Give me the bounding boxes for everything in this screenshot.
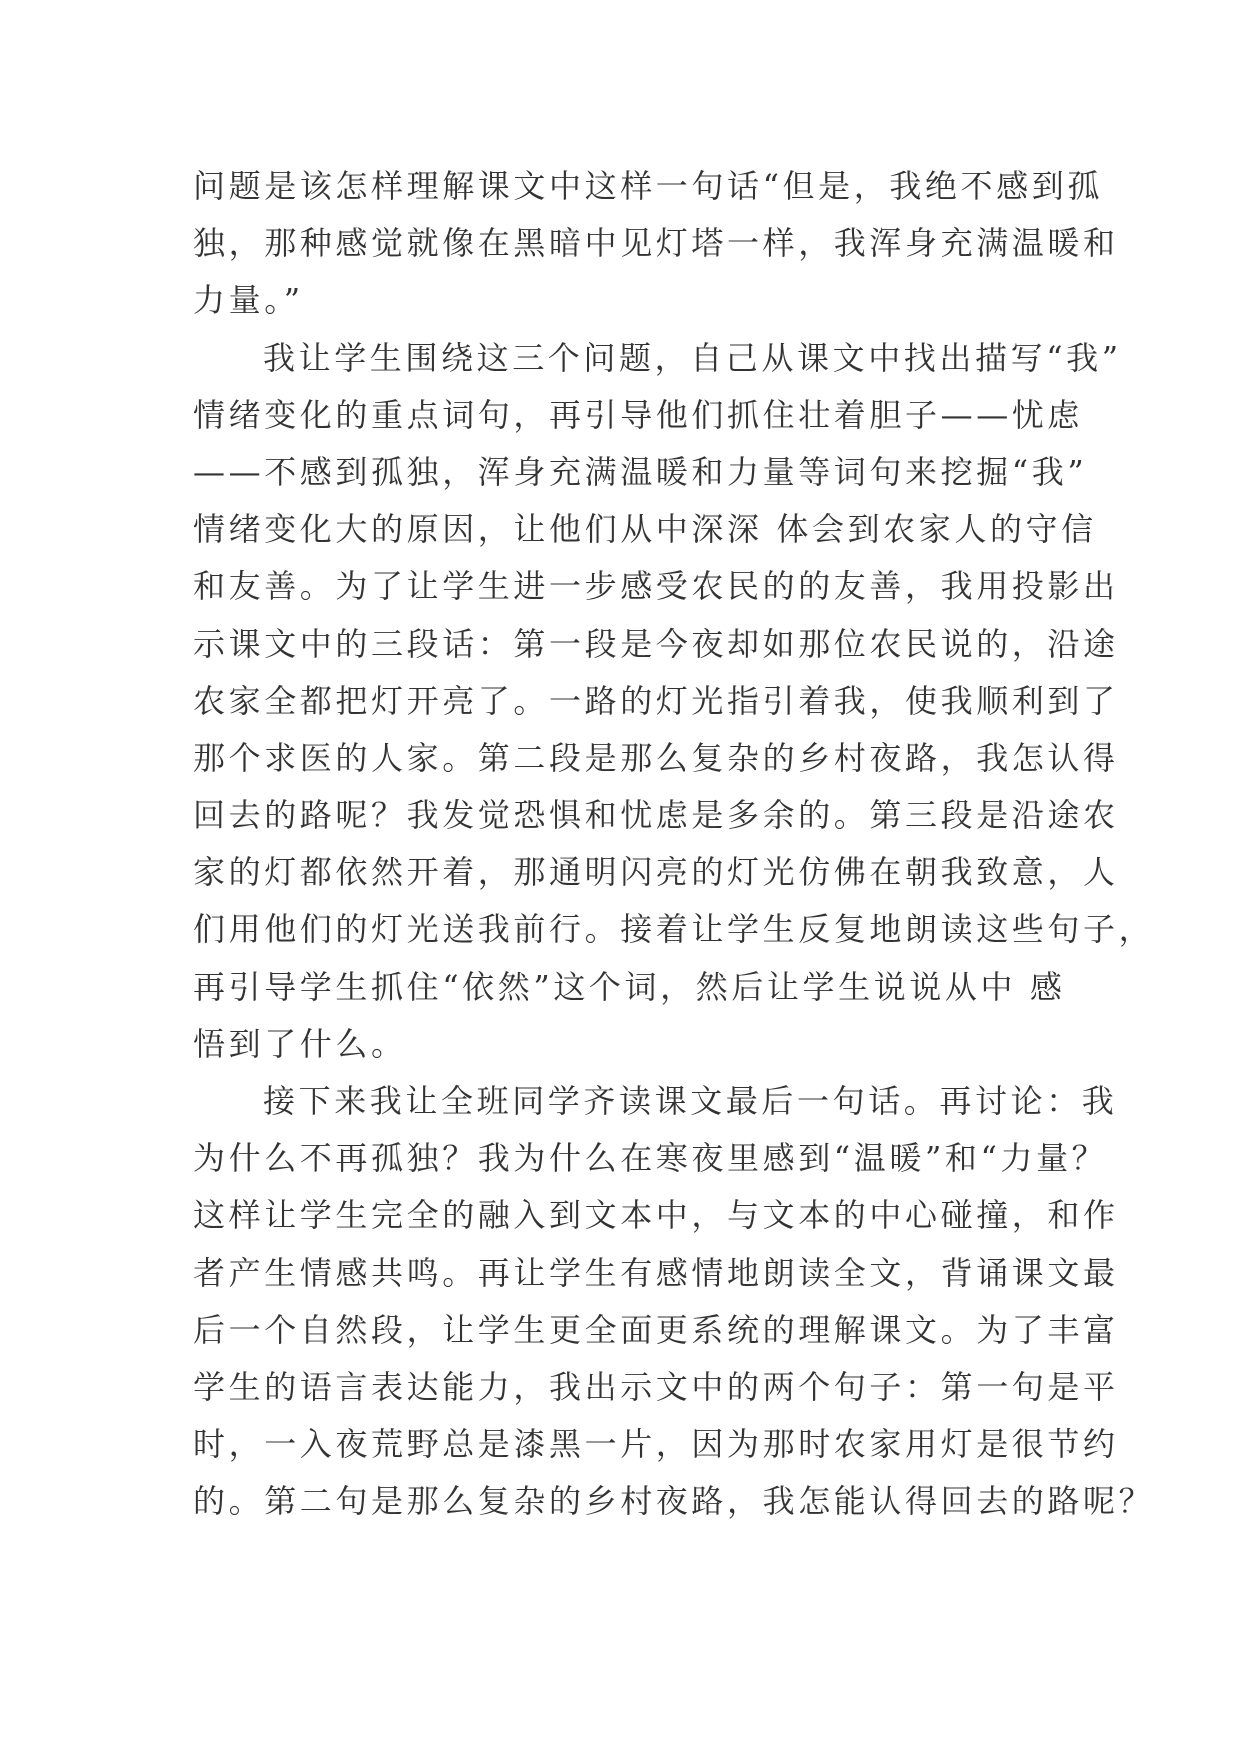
- text-line: 学生的语言表达能力，我出示文中的两个句子：第一句是平: [193, 1367, 1119, 1406]
- text-line: 力量。”: [193, 281, 304, 320]
- text-line: 再引导学生抓住“依然”这个词，然后让学生说说从中 感: [193, 967, 1066, 1006]
- text-line: 悟到了什么。: [193, 1024, 407, 1063]
- text-line: 回去的路呢？我发觉恐惧和忧虑是多余的。第三段是沿途农: [193, 796, 1119, 835]
- text-line: 的。第二句是那么复杂的乡村夜路，我怎能认得回去的路呢？: [193, 1482, 1155, 1521]
- text-line: 情绪变化的重点词句，再引导他们抓住壮着胆子——忧虑: [193, 395, 1084, 434]
- text-line: 和友善。为了让学生进一步感受农民的的友善，我用投影出: [193, 567, 1119, 606]
- text-line: 后一个自然段，让学生更全面更系统的理解课文。为了丰富: [193, 1310, 1119, 1349]
- text-line: 独，那种感觉就像在黑暗中见灯塔一样，我浑身充满温暖和: [193, 224, 1119, 263]
- body-text: [193, 158, 1155, 1531]
- text-line: 那个求医的人家。第二段是那么复杂的乡村夜路，我怎认得: [193, 738, 1119, 777]
- text-line: 为什么不再孤独？我为什么在寒夜里感到“温暖”和“力量？: [193, 1139, 1108, 1178]
- text-line: ——不感到孤独，浑身充满温暖和力量等词句来挖掘“我”: [193, 452, 1088, 491]
- text-line: 问题是该怎样理解课文中这样一句话“但是，我绝不感到孤: [193, 167, 1103, 205]
- paragraph-first-line: 接下来我让全班同学齐读课文最后一句话。再讨论：我: [263, 1082, 1118, 1120]
- text-line: 示课文中的三段话：第一段是今夜却如那位农民说的，沿途: [193, 624, 1119, 663]
- paragraph-first-line: 我让学生围绕这三个问题，自己从课文中找出描写“我”: [263, 338, 1122, 377]
- text-line: 家的灯都依然开着，那通明闪亮的灯光仿佛在朝我致意，人: [193, 853, 1119, 892]
- text-line: 这样让学生完全的融入到文本中，与文本的中心碰撞，和作: [193, 1196, 1119, 1235]
- text-line: 时，一入夜荒野总是漆黑一片，因为那时农家用灯是很节约: [193, 1425, 1119, 1464]
- text-line: 农家全都把灯开亮了。一路的灯光指引着我，使我顺利到了: [193, 681, 1119, 720]
- text-line: 们用他们的灯光送我前行。接着让学生反复地朗读这些句子，: [193, 910, 1155, 949]
- text-line: 情绪变化大的原因，让他们从中深深 体会到农家人的守信: [193, 510, 1097, 549]
- text-line: 者产生情感共鸣。再让学生有感情地朗读全文，背诵课文最: [193, 1253, 1119, 1292]
